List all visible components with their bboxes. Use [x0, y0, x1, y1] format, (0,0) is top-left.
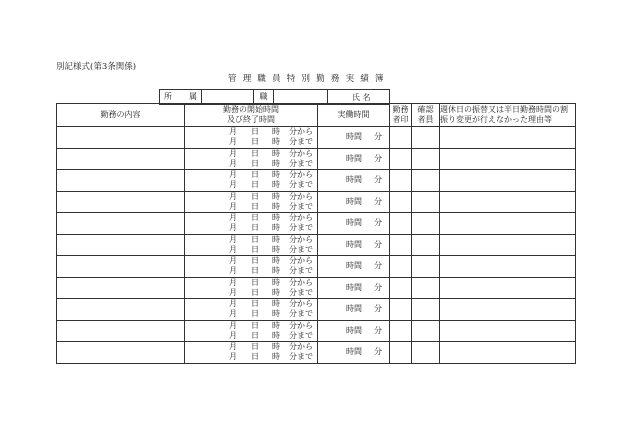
actual-hours-cell[interactable]: 時間 分 — [318, 170, 390, 192]
confirmer-cell[interactable] — [412, 234, 440, 256]
position-label: 職 — [254, 90, 274, 105]
record-row — [57, 213, 576, 235]
duty-seal-cell[interactable] — [390, 170, 412, 192]
header-reason: 週休日の振替又は半日勤務時間の割 振り変更が行えなかった理由等 — [440, 104, 576, 127]
confirmer-cell[interactable] — [412, 256, 440, 278]
actual-hours-cell[interactable]: 時間 分 — [318, 148, 390, 170]
duty-seal-cell[interactable] — [390, 148, 412, 170]
actual-hours-cell[interactable]: 時間 分 — [318, 320, 390, 342]
confirmer-cell[interactable] — [412, 277, 440, 299]
record-row — [57, 256, 576, 278]
duty-content-cell[interactable] — [57, 256, 185, 278]
duty-time-cell[interactable]: 月 日 時 分から 月 日 時 分まで — [185, 234, 318, 256]
reason-cell[interactable] — [440, 234, 576, 256]
duty-time-cell[interactable]: 月 日 時 分から 月 日 時 分まで — [185, 127, 318, 149]
duty-seal-cell[interactable] — [390, 213, 412, 235]
record-row — [57, 170, 576, 192]
record-row — [57, 342, 576, 364]
confirmer-cell[interactable] — [412, 127, 440, 149]
confirmer-cell[interactable] — [412, 170, 440, 192]
actual-hours-cell[interactable]: 時間 分 — [318, 127, 390, 149]
reason-cell[interactable] — [440, 277, 576, 299]
confirmer-cell[interactable] — [412, 320, 440, 342]
duty-time-cell[interactable]: 月 日 時 分から 月 日 時 分まで — [185, 277, 318, 299]
duty-content-cell[interactable] — [57, 127, 185, 149]
reason-cell[interactable] — [440, 299, 576, 321]
duty-content-cell[interactable] — [57, 342, 185, 364]
header-row — [57, 104, 576, 127]
duty-content-cell[interactable] — [57, 191, 185, 213]
duty-content-cell[interactable] — [57, 320, 185, 342]
duty-time-cell[interactable]: 月 日 時 分から 月 日 時 分まで — [185, 342, 318, 364]
duty-time-cell[interactable]: 月 日 時 分から 月 日 時 分まで — [185, 320, 318, 342]
duty-seal-cell[interactable] — [390, 299, 412, 321]
confirmer-cell[interactable] — [412, 213, 440, 235]
duty-time-cell[interactable]: 月 日 時 分から 月 日 時 分まで — [185, 213, 318, 235]
duty-time-cell[interactable]: 月 日 時 分から 月 日 時 分まで — [185, 170, 318, 192]
duty-content-cell[interactable] — [57, 299, 185, 321]
duty-time-cell[interactable]: 月 日 時 分から 月 日 時 分まで — [185, 191, 318, 213]
name-label: 氏 名 — [352, 93, 371, 102]
reason-cell[interactable] — [440, 256, 576, 278]
confirmer-cell[interactable] — [412, 148, 440, 170]
confirmer-cell[interactable] — [412, 342, 440, 364]
duty-content-cell[interactable] — [57, 170, 185, 192]
record-row — [57, 234, 576, 256]
actual-hours-cell[interactable]: 時間 分 — [318, 299, 390, 321]
duty-seal-cell[interactable] — [390, 342, 412, 364]
duty-content-cell[interactable] — [57, 234, 185, 256]
header-actual-hours: 実働時間 — [318, 104, 390, 127]
record-row — [57, 299, 576, 321]
duty-seal-cell[interactable] — [390, 320, 412, 342]
form-title: 管理職員特別勤務実績簿 — [228, 74, 390, 84]
duty-seal-cell[interactable] — [390, 234, 412, 256]
name-field[interactable] — [389, 89, 575, 103]
actual-hours-cell[interactable]: 時間 分 — [318, 342, 390, 364]
header-duty-content: 勤務の内容 — [57, 104, 185, 127]
reason-cell[interactable] — [440, 320, 576, 342]
record-table — [56, 103, 576, 364]
reason-cell[interactable] — [440, 127, 576, 149]
duty-seal-cell[interactable] — [390, 191, 412, 213]
reason-cell[interactable] — [440, 148, 576, 170]
record-row — [57, 320, 576, 342]
record-row — [57, 127, 576, 149]
record-row — [57, 191, 576, 213]
duty-seal-cell[interactable] — [390, 277, 412, 299]
form-reference: 別記様式(第3条関係) — [56, 62, 137, 72]
actual-hours-cell[interactable]: 時間 分 — [318, 277, 390, 299]
header-confirmer: 確認 者員 — [412, 104, 440, 127]
actual-hours-cell[interactable]: 時間 分 — [318, 256, 390, 278]
duty-content-cell[interactable] — [57, 277, 185, 299]
confirmer-cell[interactable] — [412, 299, 440, 321]
actual-hours-cell[interactable]: 時間 分 — [318, 213, 390, 235]
header-duty-seal: 勤務 者印 — [390, 104, 412, 127]
reason-cell[interactable] — [440, 191, 576, 213]
header-duty-time: 勤務の開始時間 及び終了時間 — [185, 104, 318, 127]
duty-content-cell[interactable] — [57, 148, 185, 170]
reason-cell[interactable] — [440, 342, 576, 364]
duty-seal-cell[interactable] — [390, 127, 412, 149]
duty-content-cell[interactable] — [57, 213, 185, 235]
reason-cell[interactable] — [440, 170, 576, 192]
actual-hours-cell[interactable]: 時間 分 — [318, 234, 390, 256]
actual-hours-cell[interactable]: 時間 分 — [318, 191, 390, 213]
confirmer-cell[interactable] — [412, 191, 440, 213]
reason-cell[interactable] — [440, 213, 576, 235]
duty-time-cell[interactable]: 月 日 時 分から 月 日 時 分まで — [185, 299, 318, 321]
record-row — [57, 148, 576, 170]
dept-label: 所 属 — [160, 90, 202, 105]
duty-time-cell[interactable]: 月 日 時 分から 月 日 時 分まで — [185, 148, 318, 170]
duty-seal-cell[interactable] — [390, 256, 412, 278]
duty-time-cell[interactable]: 月 日 時 分から 月 日 時 分まで — [185, 256, 318, 278]
record-row — [57, 277, 576, 299]
